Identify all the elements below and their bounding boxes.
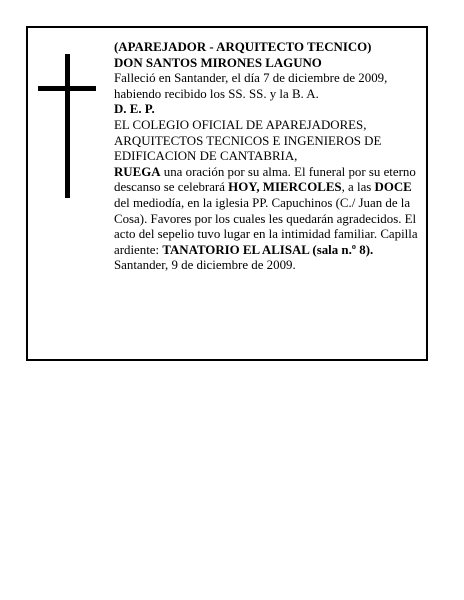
college-statement: EL COLEGIO OFICIAL DE APAREJADORES, ARQUITECTOS TECNICOS E INGENIEROS DE EDIFICACION DE CANTABRIA, <box>114 117 382 164</box>
cross-vertical-bar <box>65 54 70 198</box>
prayer-text-1: una oración por su alma. El funeral por su eterno descanso se celebrará <box>114 164 416 195</box>
prayer-paragraph <box>114 165 420 259</box>
cross-horizontal-bar <box>38 86 96 91</box>
obituary-notice <box>26 26 428 361</box>
funeral-day: HOY, MIERCOLES <box>228 180 342 195</box>
prayer-text-2: , a las <box>341 180 375 195</box>
chapel-location: TANATORIO EL ALISAL (sala n.º 8). <box>162 242 374 257</box>
prayer-text-3: del mediodía, en la iglesia PP. Capuchinos (C./ Juan de la Cosa). Favores por los cuales les quedarán agradecidos. El acto del sepelio tuvo lugar en la intimidad familiar. Capilla ardiente: <box>114 195 418 257</box>
organization-title: (APAREJADOR - ARQUITECTO TECNICO) <box>114 40 372 54</box>
death-notice: Falleció en Santander, el día 7 de diciembre de 2009, habiendo recibido los SS. SS. y la B. A. <box>114 71 388 101</box>
funeral-hour: DOCE <box>374 180 412 195</box>
dep-line: D. E. P. <box>114 102 155 117</box>
deceased-name: DON SANTOS MIRONES LAGUNO <box>114 55 322 70</box>
cross-icon <box>38 54 96 198</box>
ruega-word: RUEGA <box>114 164 161 179</box>
notice-text <box>114 40 420 274</box>
dateline: Santander, 9 de diciembre de 2009. <box>114 258 296 273</box>
